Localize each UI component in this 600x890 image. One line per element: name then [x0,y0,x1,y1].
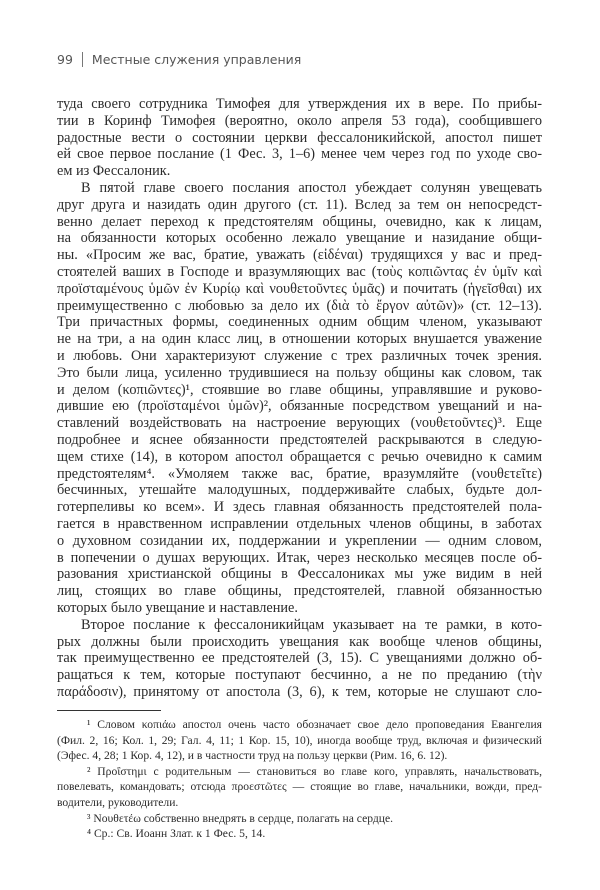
text-line: παράδοσιν), принятому от апостола (3, 6), к тем, которые не слушают сло- [57,683,542,700]
text-line: и любовь. Они характеризуют служение с трех различных точек зрения. [57,347,542,364]
text-line: стоятелей ваших в Господе и вразумляющих вас (τοὺς κοπιῶντας ἐν ὑμῖν καὶ [57,263,542,280]
text-line: ращаться к тем, которые поступают бесчинно, а не по преданию (τὴν [57,667,542,684]
text-line: подробнее и яснее обязанности предстоятелей раскрываются в следую- [57,431,542,448]
text-line: в попечении о душах верующих. Итак, через несколько месяцев после об- [57,549,542,566]
text-line: ем из Фессалоник. [57,163,171,180]
text-line: Три причастных формы, соединенных одним общим членом, указывают [57,314,542,331]
footnote-line: повелевать, командовать; отсюда προεστῶτες — стоящие во главе, начальники, вожди, пред- [57,780,542,794]
footnote-rule [57,710,161,711]
footnote-line: водители, руководители. [57,795,179,809]
text-line: гается в нравственном исправлении отдельных членов общины, в заботах [57,515,542,532]
text-line: Второе послание к фессалоникийцам указывает на те рамки, в кото- [81,616,542,633]
footnote-line: ³ Νουθετέω собственно внедрять в сердце, полагать на сердце. [87,811,394,825]
footnote-line: (Эфес. 4, 28; 1 Кор. 4, 12), и в частности труд на пользу церкви (Рим. 16, 6. 12). [57,749,448,763]
text-line: лиц, стоящих во главе общины, предстоятелей, главной обязанностью [57,583,542,600]
text-line: дившие ею (προϊσταμένοι ὑμῶν)², обязанные посредством увещаний и на- [57,398,542,415]
text-line: ставлений воздействовать на настроение верующих (νουθετοῦντες)³. Еще [57,415,542,432]
header-divider [82,52,83,67]
footnote-line: (Фил. 2, 16; Кол. 1, 29; Гал. 4, 11; 1 Кор. 15, 10), иногда вообще труд, включая и физический [57,733,542,747]
text-line: προϊσταμένους ὑμῶν ἐν Κυρίῳ καὶ νουθετοῦντες ὑμᾶς) и почитать (ἡγεῖσθαι) их [57,280,542,297]
text-line: преимущественно с любовью за дело их (διὰ τὸ ἔργον αὐτῶν)» (ст. 12–13). [57,297,542,314]
text-line: В пятой главе своего послания апостол убеждает солунян увещевать [81,179,542,196]
text-line: туда своего сотрудника Тимофея для утверждения их в вере. По прибы- [57,96,542,112]
page-number: 99 [57,52,73,67]
text-line: предстоятелям⁴. «Умоляем также вас, братие, вразумляйте (νουθετεῖτε) [57,465,542,482]
footnote-line: ⁴ Ср.: Св. Иоанн Злат. к 1 Фес. 5, 14. [87,827,266,841]
footnote-line: ¹ Словом κοπιάω апостол очень часто обозначает свое дело проповедания Евангелия [87,718,542,731]
text-line: венно делает переход к предстоятелям общины, очевидно, как к лицам, [57,213,542,230]
body-text [57,96,542,701]
text-line: ей свое первое послание (1 Фес. 3, 1–6) менее чем через год по уходе сво- [57,146,542,163]
running-title: Местные служения управления [91,52,302,67]
text-line: тии в Коринф Тимофея (вероятно, около апреля 53 года), сообщившего [57,112,542,129]
text-line: которых было увещание и наставление. [57,599,298,616]
text-line: бесчинных, утешайте малодушных, поддерживайте слабых, будьте дол- [57,482,542,499]
footnotes [57,717,542,842]
text-line: готерпеливы ко всем». И здесь главная обязанность предстоятелей пола- [57,499,542,516]
text-line: радостные вести о состоянии церкви фессалоникийской, апостол пишет [57,129,542,146]
text-line: не на три, а на один класс лиц, в отношении которых внушается уважение [57,331,542,348]
text-line: так преимущественно ее предстоятелей (3, 15). С увещаниями должно об- [57,650,542,667]
text-line: и делом (κοπιῶντες)¹, стоявшие во главе общины, управлявшие и руково- [57,381,542,398]
text-line: Это были лица, усиленно трудившиеся на пользу общины как словом, так [57,364,542,381]
text-line: на обязанности которых особенно лежало увещание и назидание общи- [57,230,542,247]
text-line: рых должны были происходить увещания как вообще членов общины, [57,633,542,650]
text-line: щем стихе (14), в котором апостол обращается с речью очевидно к самим [57,448,542,465]
text-line: ны. «Просим же вас, братие, уважать (εἰδέναι) трудящихся у вас и пред- [57,247,542,264]
text-line: друг друга и назидать один другого (ст. 11). Вслед за тем он непосредст- [57,196,542,213]
text-line: разования христианской общины в Фессалониках мы уже видим в ней [57,566,542,583]
running-header [57,52,301,67]
footnote-line: ² Προΐστημι с родительным — становиться во главе кого, управлять, начальствовать, [87,764,542,778]
text-line: о духовном созидании их, поддержании и укреплении — одним словом, [57,532,542,549]
